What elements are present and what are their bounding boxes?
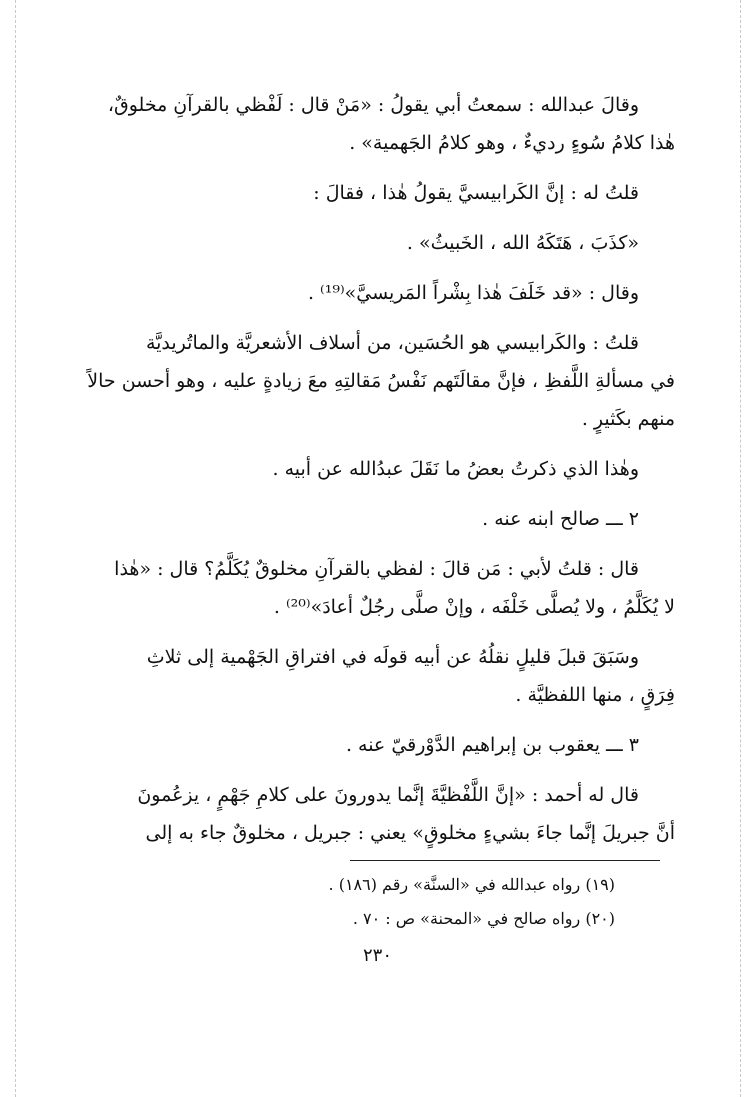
body-line: هٰذا كلامُ سُوءٍ رديءٌ ، وهو كلامُ الجَهمية» . (349, 132, 675, 154)
footnote: (١٩) رواه عبدالله في «السنَّة» رقم (١٨٦) . (328, 875, 615, 894)
body-line: أنَّ جبريلَ إنَّما جاءَ بشيءٍ مخلوقٍ» يعني : جبريل ، مخلوقٌ جاء به إلى (145, 822, 675, 844)
body-line: فِرَقٍ ، منها اللفظيَّة . (515, 684, 675, 706)
section-heading: ٢ ـــ صالح ابنه عنه . (482, 508, 639, 530)
body-line: وسَبَقَ قبلَ قليلٍ نقلُهُ عن أبيه قولَه في افتراقِ الجَهْمية إلى ثلاثِ (146, 646, 639, 668)
body-line: قلتُ : والكَرابيسي هو الحُسَين، من أسلاف الأشعريَّة والماتُريديَّة (145, 332, 639, 354)
body-line: قال : قلتُ لأبي : مَن قالَ : لفظي بالقرآنِ مخلوقٌ يُكَلَّمُ؟ قال : «هٰذا (114, 558, 639, 580)
footnotes (75, 868, 615, 936)
page-body (75, 86, 675, 852)
body-line: وهٰذا الذي ذكرتُ بعضُ ما نَقَلَ عبدُالله عن أبيه . (272, 458, 639, 480)
body-line: لا يُكَلَّمُ ، ولا يُصلَّى خَلْفَه ، وإنْ صلَّى رجُلٌ أعادَ»⁽²⁰⁾ . (273, 596, 675, 618)
footnote: (٢٠) رواه صالح في «المحنة» ص : ٧٠ . (352, 909, 615, 928)
left-margin-guide (15, 0, 16, 1097)
footnote-separator (350, 860, 660, 861)
body-line: وقالَ عبدالله : سمعتُ أبي يقولُ : «مَنْ قال : لَفْظي بالقرآنِ مخلوقٌ، (107, 94, 639, 116)
body-line: في مسألةِ اللَّفظِ ، فإنَّ مقالَتَهم نَفْسُ مَقالتِهِ معَ زيادةٍ عليه ، وهو أحسن حالاً (87, 370, 675, 392)
right-margin-guide (740, 0, 741, 1097)
body-line: وقال : «قد خَلَفَ هٰذا بِشْراً المَريسيَّ»⁽¹⁹⁾ . (307, 282, 639, 304)
body-line: منهم بكَثيرٍ . (581, 408, 675, 430)
section-heading: ٣ ـــ يعقوب بن إبراهيم الدَّوْرقيّ عنه . (345, 734, 639, 756)
body-line: «كذَبَ ، هَتَكَهُ الله ، الخَبيثُ» . (406, 232, 639, 254)
body-line: قال له أحمد : «إنَّ اللَّفْظيَّةَ إنَّما يدورونَ على كلامِ جَهْمٍ ، يزعُمونَ (137, 784, 639, 806)
body-line: قلتُ له : إنَّ الكَرابيسيَّ يقولُ هٰذا ، فقالَ : (313, 182, 639, 204)
page-number: ٢٣٠ (362, 945, 392, 966)
